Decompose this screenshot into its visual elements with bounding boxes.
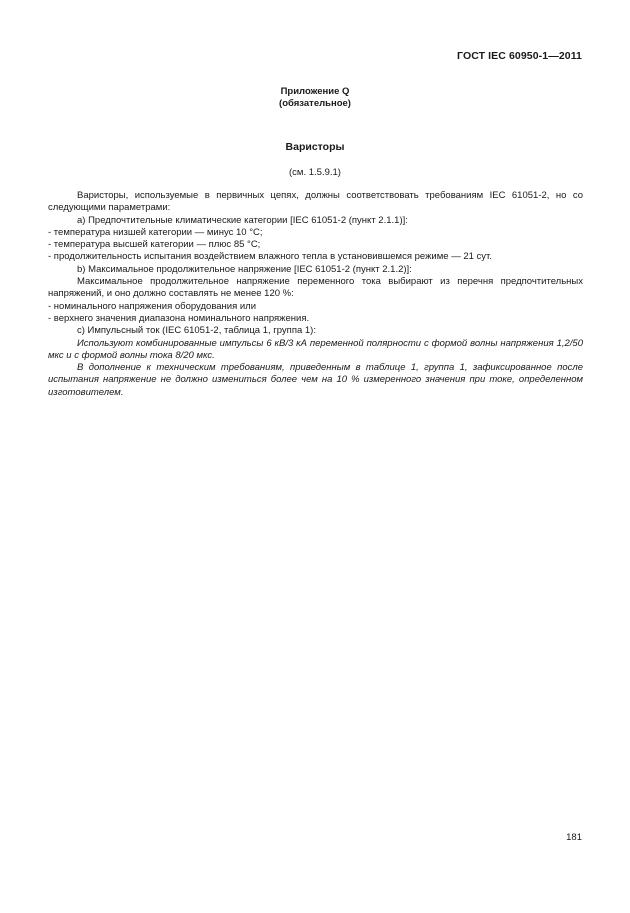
body-text <box>48 190 583 399</box>
item-c-italic-2: В дополнение к техническим требованиям, приведенным в таблице 1, группа 1, зафиксированное после испытания напряжение не должно измениться более чем на 10 % измеренного значения при токе, определенном изготовителем. <box>48 362 583 398</box>
item-a-dash-2: - температура высшей категории — плюс 85 °С; <box>48 239 261 251</box>
item-b-text: Максимальное продолжительное напряжение переменного тока выбирают из перечня предпочтительных напряжений, и оно должно составлять не менее 120 %: <box>48 276 583 300</box>
item-c-italic-1: Используют комбинированные импульсы 6 кВ/3 кА переменной полярности с формой волны напряжения 1,2/50 мкс и с формой волны тока 8/20 мкс. <box>48 337 583 361</box>
section-title: Варисторы <box>285 141 345 153</box>
section-reference: (см. 1.5.9.1) <box>289 167 341 178</box>
intro-paragraph: Варисторы, используемые в первичных цепях, должны соответствовать требованиям IEC 61051-2, но со следующими параметрами: <box>48 190 583 214</box>
annex-heading <box>0 86 630 110</box>
item-a: a) Предпочтительные климатические категории [IEC 61051-2 (пункт 2.1.1)]: <box>77 214 408 226</box>
item-b-dash-2: - верхнего значения диапазона номинального напряжения. <box>48 312 310 324</box>
item-a-dash-1: - температура низшей категории — минус 10 °С; <box>48 226 263 238</box>
item-b-dash-1: - номинального напряжения оборудования или <box>48 300 257 312</box>
standard-code: ГОСТ IEC 60950-1—2011 <box>457 50 582 62</box>
item-c: с) Импульсный ток (IEC 61051-2, таблица 1, группа 1): <box>77 325 316 337</box>
annex-title: Приложение Q <box>280 86 350 97</box>
item-b: b) Максимальное продолжительное напряжение [IEC 61051-2 (пункт 2.1.2)]: <box>77 263 412 275</box>
item-a-dash-3: - продолжительность испытания воздействием влажного тепла в установившемся режиме — 21 сут. <box>48 251 492 263</box>
annex-status: (обязательное) <box>279 98 351 109</box>
page-number: 181 <box>566 832 582 843</box>
